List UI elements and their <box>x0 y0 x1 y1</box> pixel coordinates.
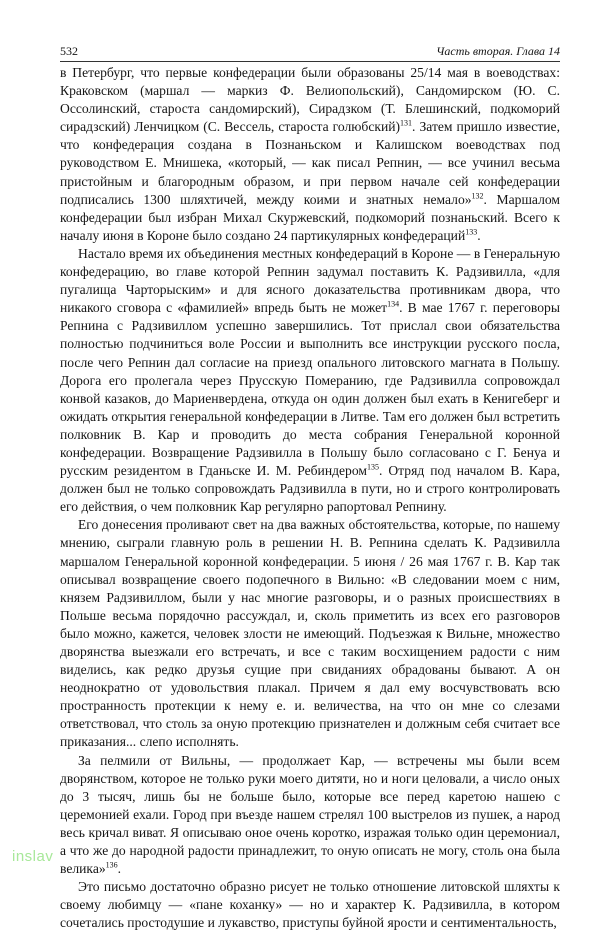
text-segment: . Маршалом конфедерации был избран Михал Скуржевский, подкоморий познаньский. Всего к началу июня в Короне было создано 24 партикулярных конфедераций <box>60 191 560 243</box>
paragraph <box>60 64 560 245</box>
running-title: Часть вторая. Глава 14 <box>436 44 560 58</box>
text-segment: . В мае 1767 г. переговоры Репнина с Радзивиллом успешно завершились. Тот прислал свои обязательства полностью подчиниться воле России и выполнить все инструкции русского посла, после чего Репнин дал согласие на приезд опального литовского магната в Польшу. Дорога его пролегала через Прусскую Померанию, где Радзивилла сопровождал конвой казаков, до Мариенвердена, откуда он один должен был ехать в Кенигеберг и ожидать открытия генеральной конфедерации в Литве. Там его должен был встретить полковник В. Кар и проводить до места собрания Генеральной коронной конфедерации. Возвращение Радзивилла в Польшу было согласовано с Г. Бенуа и русским резидентом в Гданьске И. М. Ребиндером <box>60 300 560 479</box>
page-header <box>60 42 560 60</box>
text-segment: Его донесения проливают свет на два важных обстоятельства, которые, по нашему мнению, сыграли главную роль в решении Н. В. Репнина сделать К. Радзивилла маршалом Генеральной коронной конфедерации. 5 июня / 26 мая 1767 г. В. Кар так описывал возвращение своего подопечного в Вильно: «В следовании моем с ним, князем Радзивиллом, были у нас многие разговоры, и о разных происшествиях в Польше весьма порядочно рассуждал, и, сколь приметить из всех его разговоров было можно, кажется, человек злости не имеющий. Подъезжая к Вильне, множество дворянства выезжали его встречать, и все с таким восхищением радости с ним виделись, как редко друзья сущие при свиданиях обрадованы бывают. А он неоднократно от удовольствия плакал. Причем я дал ему восчувствовать всю пространность протекции к нему е. и. величества, на что он мне со слезами ответствовал, что столь за оную протекцию признателен и должным себя считает все приказания... слепо исполнять. <box>60 517 560 750</box>
footnote-ref[interactable]: 131 <box>400 118 413 128</box>
body-text <box>60 64 560 933</box>
text-segment: в Петербург, что первые конфедерации были образованы 25/14 мая в воеводствах: Краковском (маршал — маркиз Ф. Велиопольский), Сандомирском (Ю. С. Оссолинский, староста сандомирский), Сирадзком (Т. Блешинский, подкоморий сирадзский) Ленчицком (С. Вессель, староста голюбский) <box>60 65 560 135</box>
text-segment: Это письмо достаточно образно рисует не только отношение литовской шляхты к своему любимцу — «пане коханку» — но и характер К. Радзивилла, в котором сочетались простодушие и лукавство, приступы буйной ярости и сентиментальность, <box>60 879 560 931</box>
text-segment: . <box>477 227 481 243</box>
footnote-ref[interactable]: 136 <box>105 860 118 870</box>
text-segment: . Затем пришло известие, что конфедерация создана в Познаньском и Калишском воеводствах под руководством Е. Мнишека, «который, — как писал Репнин, — все учинил весьма пристойным и благородным образом, и при первом начале сей конфедерации подписались 1300 шляхтичей, между коими и знатных немало» <box>60 119 560 207</box>
footnote-ref[interactable]: 134 <box>387 299 400 309</box>
paragraph <box>60 878 560 932</box>
paragraph <box>60 516 560 751</box>
header-rule <box>60 61 560 62</box>
text-segment: За пелмили от Вильны, — продолжает Кар, — встречены мы были всем дворянством, которое не только руки моего дитяти, но и ноги целовали, а число оных до 3 тысяч, лишь бы не больше было, которые все перед каретою нашею с церемонией ехали. Город при въезде нашем стрелял 100 выстрелов из пушек, а народ весь кричал виват. Я описываю оное очень коротко, изражая только один церемониал, а что же до народной радости принадлежит, то оную описать не могу, столь она была велика» <box>60 752 560 877</box>
footnote-ref[interactable]: 132 <box>471 191 484 201</box>
text-segment: . <box>117 861 122 877</box>
text-segment: . Отряд под началом В. Кара, должен был не только сопровождать Радзивилла в пути, но и строго контролировать его действия, о чем полковник Кар регулярно рапортовал Репнину. <box>60 463 560 515</box>
text-segment: Настало время их объединения местных конфедераций в Короне — в Генеральную конфедерацию, во главе которой Репнин задумал поставить К. Радзивилла, «для пугалища Чарторыским» и для ясного доказательства противникам двора, что никакого сговора с «фамилией» впредь быть не может <box>60 245 560 316</box>
footnote-ref[interactable]: 135 <box>367 462 379 472</box>
paragraph <box>60 752 560 879</box>
page-number: 532 <box>60 44 78 58</box>
footnote-ref[interactable]: 133 <box>465 227 478 237</box>
watermark: inslav <box>12 848 54 865</box>
paragraph <box>60 245 560 516</box>
